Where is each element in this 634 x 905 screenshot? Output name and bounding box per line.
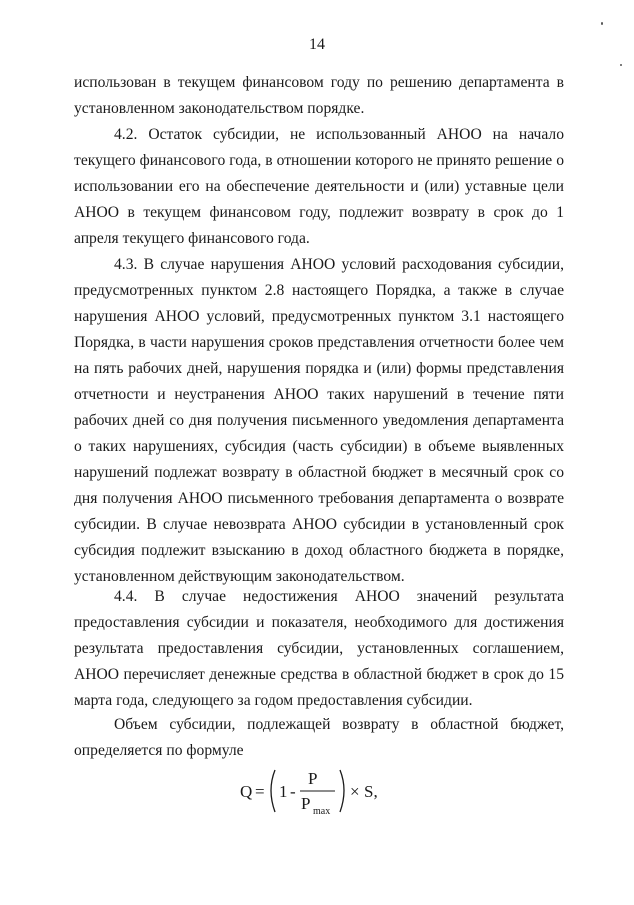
- scan-speck: [601, 22, 603, 25]
- body-text: [74, 712, 564, 764]
- scan-speck: [620, 64, 622, 66]
- paragraph-volume-formula-intro: Объем субсидии, подлежащей возврату в областной бюджет, определяется по формуле: [74, 716, 564, 759]
- body-text: [74, 122, 564, 252]
- body-text: [74, 252, 564, 590]
- paragraph-4-3: 4.3. В случае нарушения АНОО условий расходования субсидии, предусмотренных пунктом 2.8 настоящего Порядка, а также в случае нарушения АНОО условий, предусмотренных пунктом 3.1 настоящего Порядка, в части нарушения сроков представления отчетности более чем на пять рабочих дней, нарушения порядка и (или) формы представления отчетности и неустранения АНОО таких нарушений в течение пяти рабочих дней со дня получения письменного уведомления департамента о таких нарушениях, субсидия (часть субсидии) в объеме выявленных нарушений подлежат возврату в областной бюджет в месячный срок со дня получения АНОО письменного требования департамента о возврате субсидии. В случае невозврата АНОО субсидии в установленный срок субсидия подлежит взысканию в доход областного бюджета в порядке, установленном действующим законодательством.: [74, 256, 564, 585]
- formula-right-paren: [340, 770, 344, 812]
- formula-denominator-subscript: max: [313, 806, 331, 817]
- body-text: [74, 70, 564, 122]
- paragraph-4-2: 4.2. Остаток субсидии, не использованный АНОО на начало текущего финансового года, в отношении которого не принято решение о использовании его на обеспечение деятельности и (или) уставные цели АНОО в текущем финансовом году, подлежит возврату в срок до 1 апреля текущего финансового года.: [74, 126, 564, 247]
- formula-minus: -: [290, 782, 296, 801]
- formula: [240, 762, 400, 822]
- formula-one: 1: [279, 782, 288, 801]
- body-text: [74, 584, 564, 714]
- page-number: 14: [309, 36, 325, 53]
- paragraph-continuation: использован в текущем финансовом году по решению департамента в установленном законодательством порядке.: [74, 74, 564, 117]
- formula-left-paren: [271, 770, 275, 812]
- paragraph-4-4: 4.4. В случае недостижения АНОО значений результата предоставления субсидии и показателя, необходимого для достижения результата предоставления субсидии, установленных соглашением, АНОО перечисляет денежные средства в областной бюджет в срок до 15 марта года, следующего за годом предоставления субсидии.: [74, 588, 564, 709]
- formula-times: ×: [350, 782, 360, 801]
- formula-equals: =: [255, 782, 265, 801]
- formula-denominator: P: [301, 794, 311, 813]
- formula-factor: S,: [364, 782, 378, 801]
- formula-lhs: Q: [240, 782, 253, 801]
- formula-numerator: P: [308, 769, 318, 788]
